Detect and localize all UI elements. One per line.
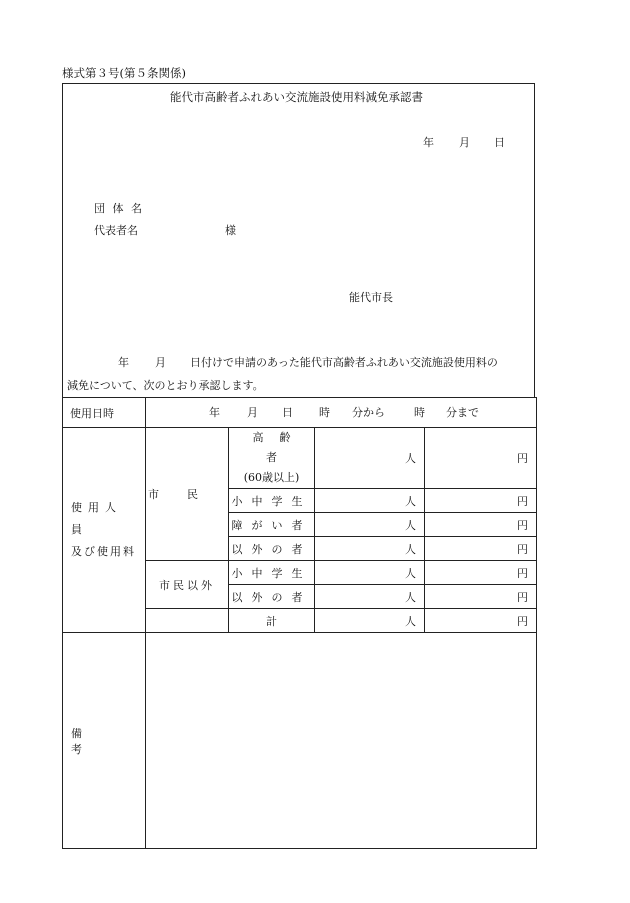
disabled-fee-cell[interactable]: 円	[425, 513, 537, 537]
disabled-people-cell[interactable]: 人	[315, 513, 425, 537]
other2-label: 以外の者	[229, 585, 315, 609]
issuer-label: 能代市長	[349, 291, 393, 304]
student-fee-cell[interactable]: 円	[425, 489, 537, 513]
body-line-1: 日付けで申請のあった能代市高齢者ふれあい交流施設使用料の	[190, 356, 498, 369]
usage-minute-to: 分まで	[446, 405, 479, 419]
other-fee-cell[interactable]: 円	[425, 537, 537, 561]
date-month-label: 月	[459, 136, 470, 149]
other2-fee-cell[interactable]: 円	[425, 585, 537, 609]
usage-month: 月	[247, 405, 258, 419]
usage-date-label: 使用日時	[63, 398, 146, 428]
body-month: 月	[155, 356, 166, 369]
other2-people-cell[interactable]: 人	[315, 585, 425, 609]
organization-name-label: 団 体 名	[94, 202, 144, 215]
student-label: 小中学生	[229, 489, 315, 513]
body-line-2: 減免について、次のとおり承認します。	[67, 379, 264, 392]
remarks-label: 備考	[63, 633, 146, 849]
usage-year: 年	[209, 405, 220, 419]
total-label: 計	[229, 609, 315, 633]
disabled-label: 障がい者	[229, 513, 315, 537]
student2-fee-cell[interactable]: 円	[425, 561, 537, 585]
student2-label: 小中学生	[229, 561, 315, 585]
student-people-cell[interactable]: 人	[315, 489, 425, 513]
citizen-label: 市民	[146, 428, 229, 561]
document-title: 能代市高齢者ふれあい交流施設使用料減免承認書	[170, 90, 423, 104]
other-people-cell[interactable]: 人	[315, 537, 425, 561]
usage-date-row	[146, 398, 537, 428]
total-fee-cell[interactable]: 円	[425, 609, 537, 633]
total-blank-cell	[146, 609, 229, 633]
form-number-label: 様式第３号(第５条関係)	[62, 66, 186, 80]
usage-hour-to: 時	[414, 405, 425, 419]
date-year-label: 年	[423, 136, 434, 149]
body-year: 年	[118, 356, 129, 369]
representative-label: 代表者名	[94, 224, 138, 237]
date-day-label: 日	[494, 136, 505, 149]
senior-label: 高齢者 (60歳以上)	[229, 428, 315, 489]
senior-people-cell[interactable]: 人	[315, 428, 425, 489]
student2-people-cell[interactable]: 人	[315, 561, 425, 585]
honorific-label: 様	[225, 224, 236, 237]
people-fee-label: 使用人員 及び使用料	[63, 428, 146, 633]
senior-fee-cell[interactable]: 円	[425, 428, 537, 489]
usage-day: 日	[282, 405, 293, 419]
document-frame	[62, 83, 535, 397]
other-label: 以外の者	[229, 537, 315, 561]
usage-minute-from: 分から	[352, 405, 385, 419]
usage-hour-from: 時	[319, 405, 330, 419]
approval-table	[62, 397, 537, 849]
total-people-cell[interactable]: 人	[315, 609, 425, 633]
remarks-field[interactable]	[146, 633, 537, 849]
noncitizen-label: 市民以外	[146, 561, 229, 609]
